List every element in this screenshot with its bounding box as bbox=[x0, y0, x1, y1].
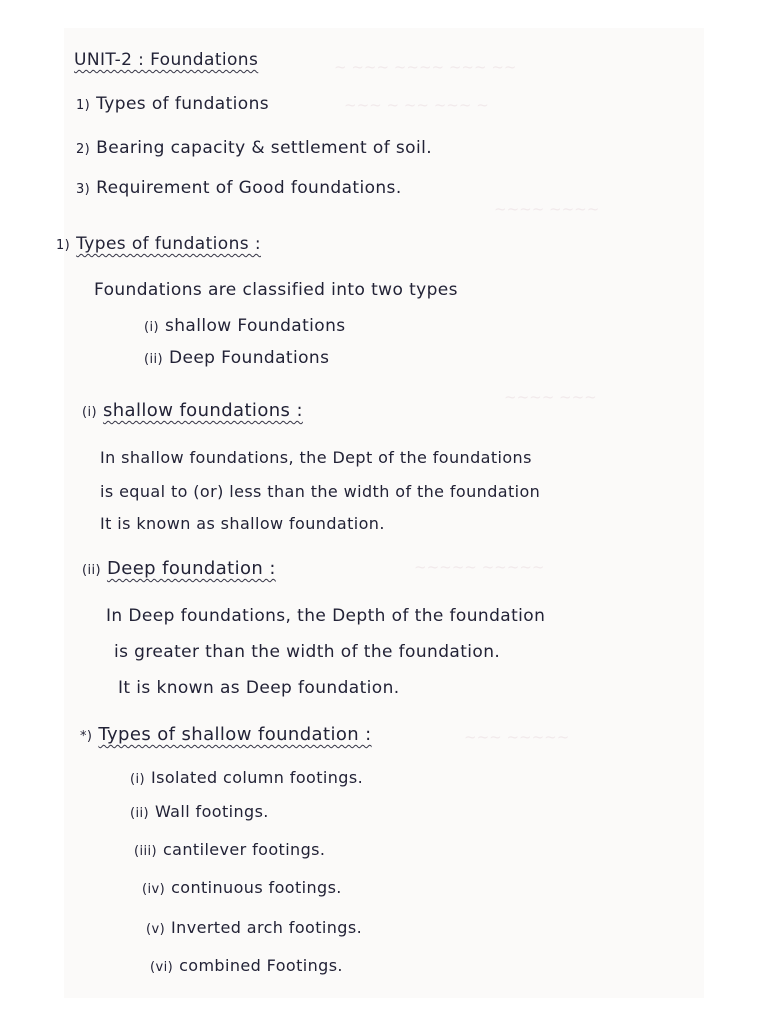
section-heading bbox=[56, 234, 261, 254]
list-number: (vi) bbox=[150, 960, 174, 975]
topic-number: 1) bbox=[76, 98, 91, 113]
unit-title-text: UNIT-2 : Foundations bbox=[74, 50, 259, 70]
section-heading-text: shallow foundations : bbox=[102, 400, 303, 421]
bleed-through-text: ~~~~ ~~~~ bbox=[494, 200, 600, 218]
list-item bbox=[150, 956, 343, 975]
list-item bbox=[130, 768, 363, 787]
list-item bbox=[130, 802, 269, 821]
topic-item bbox=[76, 138, 432, 158]
paragraph-line: It is known as shallow foundation. bbox=[100, 514, 385, 533]
paragraph-line: In Deep foundations, the Depth of the foundation bbox=[106, 606, 546, 626]
list-number: (ii) bbox=[144, 352, 163, 367]
topic-text: Requirement of Good foundations. bbox=[96, 178, 402, 198]
list-text: cantilever footings. bbox=[162, 840, 326, 859]
topic-text: Types of fundations bbox=[96, 94, 270, 114]
paragraph-line: is equal to (or) less than the width of the foundation bbox=[100, 482, 541, 501]
list-text: Inverted arch footings. bbox=[171, 918, 363, 937]
section-heading-text: Types of shallow foundation : bbox=[98, 724, 372, 745]
topic-item bbox=[76, 178, 402, 198]
topic-number: 3) bbox=[76, 182, 91, 197]
list-number: (v) bbox=[146, 922, 166, 937]
list-number: (i) bbox=[130, 772, 145, 787]
list-number: (iv) bbox=[142, 882, 166, 897]
bleed-through-text: ~ ~~~ ~~~~ ~~~ ~~ bbox=[334, 58, 517, 76]
list-text: Wall footings. bbox=[154, 802, 269, 821]
list-text: Isolated column footings. bbox=[150, 768, 364, 787]
list-item bbox=[146, 918, 362, 937]
unit-title bbox=[74, 50, 258, 70]
notebook-page bbox=[56, 28, 704, 998]
section-heading-text: Deep foundation : bbox=[106, 558, 276, 579]
section-number: (ii) bbox=[82, 563, 101, 578]
section-heading bbox=[82, 400, 303, 421]
list-item bbox=[144, 348, 329, 368]
list-number: (i) bbox=[144, 320, 159, 335]
list-item bbox=[134, 840, 325, 859]
section-number: *) bbox=[80, 729, 93, 744]
bleed-through-text: ~~~ ~~~~~ bbox=[464, 728, 570, 746]
topic-text: Bearing capacity & settlement of soil. bbox=[96, 138, 432, 158]
section-heading-text: Types of fundations : bbox=[76, 234, 261, 254]
paragraph-line: In shallow foundations, the Dept of the foundations bbox=[100, 448, 532, 467]
list-item bbox=[144, 316, 346, 336]
list-text: Deep Foundations bbox=[168, 348, 330, 368]
list-text: continuous footings. bbox=[171, 878, 342, 897]
list-text: combined Footings. bbox=[179, 956, 343, 975]
section-number: (i) bbox=[82, 405, 97, 420]
paragraph-line: is greater than the width of the foundation. bbox=[114, 642, 501, 662]
list-text: shallow Foundations bbox=[164, 316, 346, 336]
list-number: (ii) bbox=[130, 806, 149, 821]
bleed-through-text: ~~~~~ ~~~~~ bbox=[414, 558, 545, 576]
section-number: 1) bbox=[56, 238, 71, 253]
topic-number: 2) bbox=[76, 142, 91, 157]
paragraph-line: It is known as Deep foundation. bbox=[118, 678, 400, 698]
section-heading bbox=[82, 558, 276, 579]
bleed-through-text: ~~~ ~ ~~ ~~~ ~ bbox=[344, 96, 489, 114]
bleed-through-text: ~~~~ ~~~ bbox=[504, 388, 597, 406]
list-number: (iii) bbox=[134, 844, 157, 859]
section-heading bbox=[80, 724, 372, 745]
section-intro: Foundations are classified into two types bbox=[94, 280, 458, 300]
list-item bbox=[142, 878, 342, 897]
topic-item bbox=[76, 94, 269, 114]
